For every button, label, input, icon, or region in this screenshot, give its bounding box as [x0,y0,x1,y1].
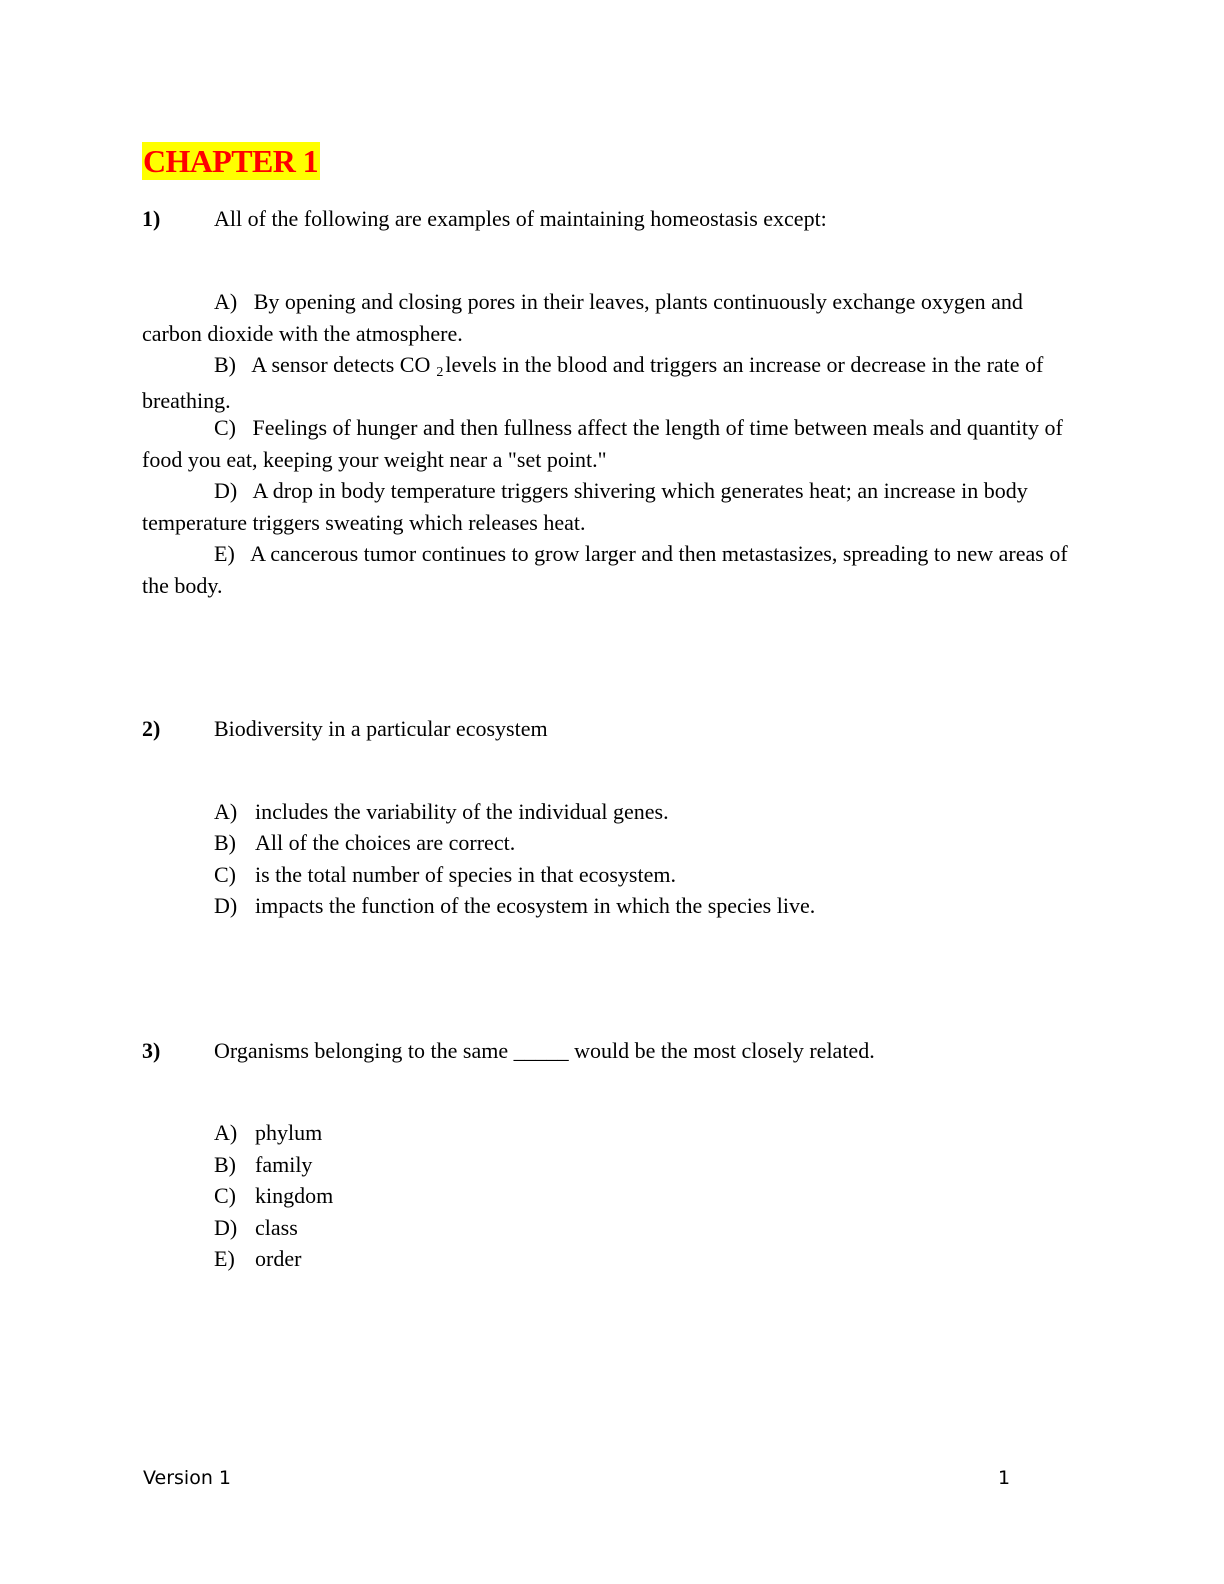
option-letter: A) [214,799,238,824]
option-letter: A) [214,289,238,314]
subscript-2: 2 [436,365,444,380]
option-letter: B) [214,1152,236,1177]
question-1-number: 1) [142,206,161,231]
option-letter: C) [214,1183,236,1208]
question-2-option-c [214,861,676,889]
option-text: By opening and closing pores in their leaves, plants continuously exchange oxygen and carbon dioxide with the atmosphere. [142,289,1023,346]
option-text: Feelings of hunger and then fullness affect the length of time between meals and quantity of food you eat, keeping your weight near a "set point." [142,415,1063,472]
option-letter: C) [214,415,236,440]
option-text: kingdom [255,1183,334,1208]
option-letter: B) [214,352,236,377]
option-letter: D) [214,478,238,503]
option-text: class [255,1215,298,1240]
option-letter: D) [214,893,238,918]
question-1-text: All of the following are examples of maintaining homeostasis except: [214,206,827,231]
footer-page-number: 1 [998,1467,1011,1489]
question-2-number: 2) [142,716,161,741]
option-letter: E) [214,1246,235,1271]
question-2-option-a [214,798,669,826]
option-text: A sensor detects CO [251,352,431,377]
chapter-title: CHAPTER 1 [143,143,319,179]
option-letter: D) [214,1215,238,1240]
question-1-option-b [142,349,1072,416]
option-text: family [255,1152,313,1177]
option-text: A drop in body temperature triggers shivering which generates heat; an increase in body temperature triggers sweating which releases heat. [142,478,1028,535]
option-letter: E) [214,541,235,566]
option-letter: A) [214,1120,238,1145]
option-text: includes the variability of the individual genes. [255,799,669,824]
option-text-continued: levels in the blood and triggers an increase or decrease in the rate of breathing. [142,352,1044,413]
question-1-option-e [142,538,1072,601]
question-2-option-d [214,892,815,920]
option-text: order [255,1246,302,1271]
option-text: is the total number of species in that ecosystem. [255,862,676,887]
question-3-option-a [214,1119,322,1147]
question-2-text: Biodiversity in a particular ecosystem [214,716,548,741]
question-3-text: Organisms belonging to the same _____ would be the most closely related. [214,1038,875,1063]
question-3-option-d [214,1214,298,1242]
option-text: impacts the function of the ecosystem in which the species live. [255,893,816,918]
option-text: phylum [255,1120,323,1145]
question-3-number: 3) [142,1038,161,1063]
option-text: A cancerous tumor continues to grow larger and then metastasizes, spreading to new areas of the body. [142,541,1068,598]
option-text: All of the choices are correct. [255,830,516,855]
question-3-option-c [214,1182,333,1210]
option-letter: C) [214,862,236,887]
question-3-option-e [214,1245,301,1273]
question-3-option-b [214,1151,312,1179]
question-1-option-d [142,475,1072,538]
question-2-option-b [214,829,515,857]
question-1-option-a [142,286,1072,349]
footer-version: Version 1 [143,1467,231,1489]
question-1-option-c [142,412,1072,475]
option-letter: B) [214,830,236,855]
